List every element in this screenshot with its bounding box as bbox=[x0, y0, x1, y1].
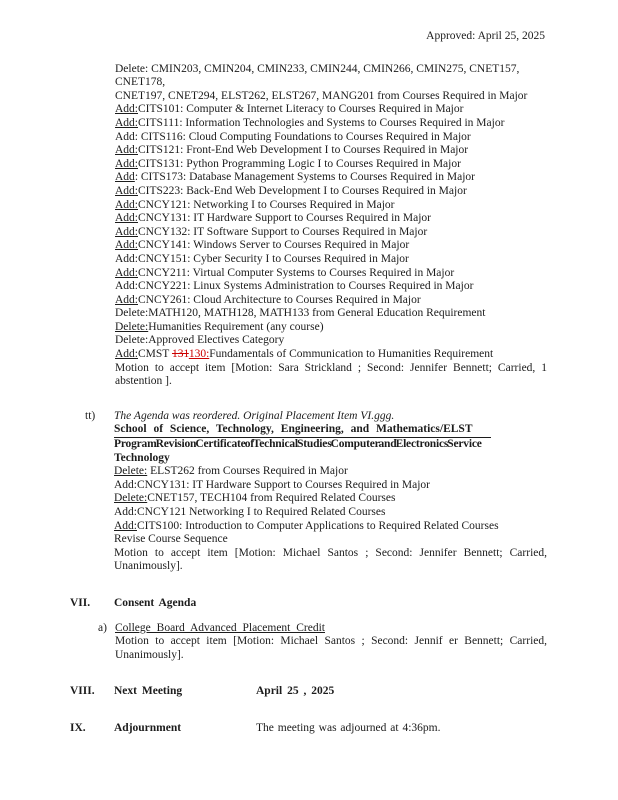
doc-line: Motion to accept item [Motion: Sara Strickland ; Second: Jennifer Bennett; Carried, 1 bbox=[115, 361, 547, 374]
doc-line: Add:CNCY221: Linux Systems Administration to Courses Required in Major bbox=[115, 280, 474, 293]
section-vii-title: Consent Agenda bbox=[114, 596, 197, 609]
doc-line: Program Revision Certificate of Technical Studies Computer and Electronics Service bbox=[114, 438, 482, 451]
doc-line: Add:CNCY141: Windows Server to Courses Required in Major bbox=[115, 239, 410, 252]
minutes-content bbox=[0, 63, 618, 736]
doc-line: Add:CNCY211: Virtual Computer Systems to Courses Required in Major bbox=[115, 266, 455, 279]
doc-line: Add: CITS116: Cloud Computing Foundations to Courses Required in Major bbox=[115, 130, 471, 143]
doc-line: Add: CITS173: Database Management Systems to Courses Required in Major bbox=[115, 171, 475, 184]
doc-line: Delete:Approved Electives Category bbox=[115, 334, 285, 347]
item-a-body bbox=[115, 622, 547, 663]
doc-line: Add:CITS111: Information Technologies and Systems to Courses Required in Major bbox=[115, 116, 505, 129]
doc-line: Motion to accept item [Motion: Michael Santos ; Second: Jennifer Bennett; Carried, bbox=[114, 546, 547, 559]
section-viii-title: Next Meeting bbox=[114, 685, 183, 698]
doc-line: Delete:Humanities Requirement (any course) bbox=[115, 320, 324, 333]
section-next-meeting bbox=[70, 685, 547, 699]
doc-line: Revise Course Sequence bbox=[114, 533, 228, 546]
doc-line: Add:CITS223: Back-End Web Development I to Courses Required in Major bbox=[115, 184, 467, 197]
doc-line: Add:CNCY261: Cloud Architecture to Courses Required in Major bbox=[115, 293, 421, 306]
section-adjournment bbox=[70, 722, 547, 736]
doc-line: CNET197, CNET294, ELST262, ELST267, MANG201 from Courses Required in Major bbox=[115, 89, 528, 102]
doc-line: Motion to accept item [Motion: Michael Santos ; Second: Jennif er Bennett; Carried, bbox=[115, 635, 547, 648]
item-uu-course-changes bbox=[115, 63, 547, 389]
doc-line: Add:CNCY151: Cyber Security I to Courses Required in Major bbox=[115, 252, 409, 265]
section-consent-agenda bbox=[70, 597, 547, 611]
agenda-item-tt bbox=[85, 410, 547, 574]
item-tt-body bbox=[114, 410, 547, 574]
section-ix-title: Adjournment bbox=[114, 721, 182, 734]
doc-line: Unanimously]. bbox=[115, 648, 184, 661]
doc-line: Add:CNCY121: Networking I to Courses Required in Major bbox=[115, 198, 395, 211]
doc-line: Add:CNCY121 Networking I to Required Related Courses bbox=[114, 506, 386, 518]
doc-line: The Agenda was reordered. Original Placement Item VI.ggg. bbox=[114, 409, 395, 422]
consent-item-a bbox=[98, 622, 547, 663]
item-a-heading: College Board Advanced Placement Credit bbox=[115, 621, 325, 634]
doc-line: Add:CITS101: Computer & Internet Literacy to Courses Required in Major bbox=[115, 103, 464, 116]
doc-line: Add:CITS131: Python Programming Logic I to Courses Required in Major bbox=[115, 157, 461, 170]
doc-line: Add:CNCY131: IT Hardware Support to Courses Required in Major bbox=[114, 478, 430, 491]
item-tt-label: tt) bbox=[85, 409, 96, 422]
doc-line: Unanimously]. bbox=[114, 560, 183, 573]
section-viii-numeral: VIII. bbox=[70, 685, 95, 698]
doc-line: Add:CNCY132: IT Software Support to Courses Required in Major bbox=[115, 225, 428, 238]
doc-line: School of Science, Technology, Engineering, and Mathematics/ELST bbox=[114, 423, 547, 438]
doc-line: Delete:CNET157, TECH104 from Required Related Courses bbox=[114, 492, 396, 505]
doc-line: Add:CITS121: Front-End Web Development I to Courses Required in Major bbox=[115, 144, 469, 157]
section-vii-numeral: VII. bbox=[70, 596, 91, 609]
approval-stamp: Approved: April 25, 2025 bbox=[426, 30, 545, 42]
next-meeting-date: April 25 , 2025 bbox=[256, 685, 335, 698]
doc-line: Delete: CMIN203, CMIN204, CMIN233, CMIN244, CMIN266, CMIN275, CNET157, CNET178, bbox=[115, 62, 520, 89]
doc-line: Add:CITS100: Introduction to Computer Applications to Required Related Courses bbox=[114, 519, 499, 532]
item-a-motion bbox=[115, 635, 547, 662]
doc-line: Add:CNCY131: IT Hardware Support to Courses Required in Major bbox=[115, 212, 431, 225]
doc-line: Technology bbox=[114, 451, 170, 464]
doc-line: Add:CMST 131130:Fundamentals of Communication to Humanities Requirement bbox=[115, 348, 494, 361]
doc-line: abstention ]. bbox=[115, 375, 172, 388]
adjournment-text: The meeting was adjourned at 4:36pm. bbox=[256, 721, 441, 734]
doc-line: Delete: ELST262 from Courses Required in Major bbox=[114, 465, 348, 478]
doc-line: Delete:MATH120, MATH128, MATH133 from General Education Requirement bbox=[115, 307, 486, 320]
item-a-label: a) bbox=[98, 621, 107, 634]
section-ix-numeral: IX. bbox=[70, 721, 86, 734]
